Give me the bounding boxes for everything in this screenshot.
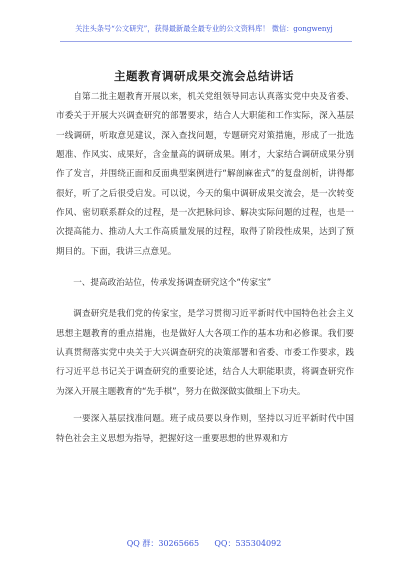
paragraph-research: 调查研究是我们党的传家宝，是学习贯彻习近平新时代中国特色社会主义思想主题教育的重点措施，也是做好人大各项工作的基本功和必修课。我们要认真贯彻落实党中央关于大兴调查研究的决策部署和省委、市委工作要求，践行习近平总书记关于调查研究的重要论述，结合人大职能职责，将调查研究作为深入开展主题教育的“先手棋”，努力在做深做实做细上下功夫。 — [56, 309, 354, 397]
footer-spacer — [199, 539, 214, 548]
paragraph-point-1: 一要深入基层找准问题。班子成员要以身作则，坚持以习近平新时代中国特色社会主义思想为指导，把握好这一重要思想的世界观和方 — [56, 414, 354, 444]
header-promo-note: 关注头条号“公文研究”，获得最新最全最专业的公文资料库！ 微信：gongwenyj — [75, 24, 333, 33]
header-divider — [60, 41, 352, 42]
footer-contact — [0, 538, 408, 549]
document-title: 主题教育调研成果交流会总结讲话 — [114, 69, 294, 83]
qq-label: QQ： — [214, 539, 236, 548]
qq-group-number: 30265665 — [158, 539, 200, 548]
paragraph-intro: 自第二批主题教育开展以来，机关党组领导同志认真落实党中央及省委、市委关于开展大兴调查研究的部署要求，结合人大职能和工作实际，深入基层一线调研，听取意见建议，深入查找问题，专题研究对策措施，形成了一批选题准、作风实、成果好，含金量高的调研成果。刚才，大家结合调研成果分别作了发言，并围绕正面和反面典型案例进行“解剖麻雀式”的复盘剖析，讲得都很好，听了之后很受启发。可以说，今天的集中调研成果交流会，是一次转变作风、密切联系群众的过程，是一次把脉问诊、解决实际问题的过程，也是一次提高能力、推动人大工作高质量发展的过程，取得了阶段性成果，达到了预期目的。下面，我讲三点意见。 — [56, 92, 354, 257]
qq-group-label: QQ 群： — [126, 539, 159, 548]
qq-number: 535304092 — [235, 539, 282, 548]
section-heading-1: 一、提高政治站位，传承发扬调查研究这个“传家宝” — [73, 278, 272, 289]
document-body — [56, 88, 354, 449]
